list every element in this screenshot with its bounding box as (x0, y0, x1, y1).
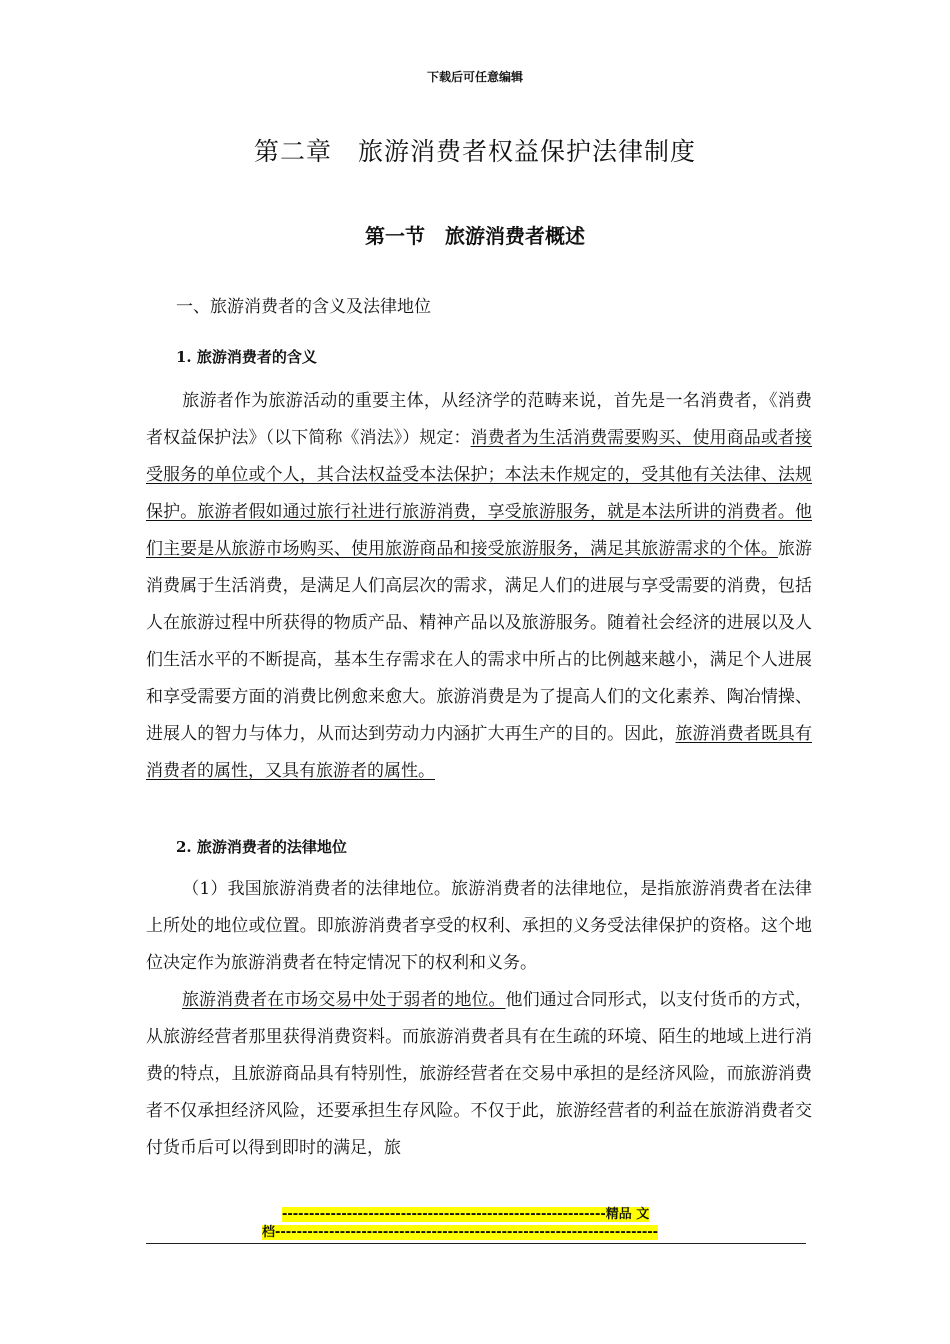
paragraph-text: （1）我国旅游消费者的法律地位。旅游消费者的法律地位，是指旅游消费者在法律上所处的地位或位置。即旅游消费者享受的权利、承担的义务受法律保护的资格。这个地位决定作为旅游消费者在特定情况下的权利和义务。 (146, 879, 812, 973)
paragraph-text: 旅游消费属于生活消费，是满足人们高层次的需求，满足人们的进展与享受需要的消费，包括人在旅游过程中所获得的物质产品、精神产品以及旅游服务。随着社会经济的进展以及人们生活水平的不断提高，基本生存需求在人的需求中所占的比例越来越小，满足个人进展和享受需要方面的消费比例愈来愈大。旅游消费是为了提高人们的文化素养、陶冶情操、进展人的智力与体力，从而达到劳动力内涵扩大再生产的目的。因此， (146, 539, 813, 744)
footer-divider (146, 1243, 806, 1244)
underlined-text: 消费者为生活消费需要购买、使用商品或者接受服务的单位或个人，其合法权益受本法保护；本法未作规定的，受其他有关法律、法规保护。旅游者假如通过旅行社进行旅游消费，享受旅游服务，就是本法所讲的消费者。他们主要是从旅游市场购买、使用旅游商品和接受旅游服务，满足其旅游需求的个体。 (146, 428, 813, 559)
paragraph-text: 旅游者作为旅游活动的重要主体，从经济学的范畴来说，首先是一名消费者，《消费者权益保护法》（以下简称《消法》）规定： (146, 391, 812, 448)
paragraph-meaning (146, 383, 812, 790)
paragraph-text: 他们通过合同形式，以支付货币的方式，从旅游经营者那里获得消费资料。而旅游消费者具有在生疏的环境、陌生的地域上进行消费的特点，且旅游商品具有特别性，旅游经营者在交易中承担的是经济风险，而旅游消费者不仅承担经济风险，还要承担生存风险。不仅于此，旅游经营者的利益在旅游消费者交付货币后可以得到即时的满足，旅 (146, 990, 813, 1158)
paragraph-weak-position (146, 982, 812, 1167)
underlined-text: 旅游消费者既具有消费者的属性，又具有旅游者的属性。 (146, 724, 813, 781)
subheading-meaning: 1. 旅游消费者的含义 (176, 348, 317, 366)
paragraph-legal-status (146, 871, 812, 982)
footer-watermark (262, 1206, 682, 1242)
footer-line-1: ------------------------------------------------------------精品 文 (282, 1207, 650, 1222)
chapter-title: 第二章 旅游消费者权益保护法律制度 (253, 137, 696, 166)
underlined-text: 旅游消费者在市场交易中处于弱者的地位。 (182, 990, 506, 1010)
section-title: 第一节 旅游消费者概述 (365, 224, 585, 248)
footer-line-2: 档----------------------------------------------------------------------- (262, 1225, 659, 1240)
header-note: 下载后可任意编辑 (426, 70, 523, 84)
subheading-legal-status: 2. 旅游消费者的法律地位 (176, 838, 347, 856)
heading-1: 一、旅游消费者的含义及法律地位 (176, 297, 431, 317)
